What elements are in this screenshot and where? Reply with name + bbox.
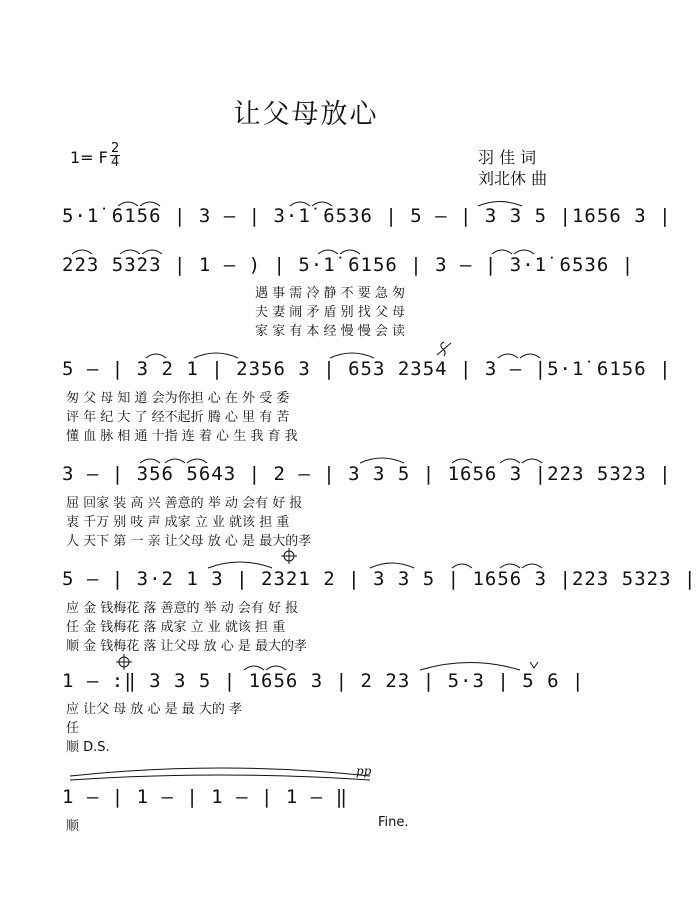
dynamic-marking: pp bbox=[356, 764, 372, 778]
accent-mark bbox=[530, 662, 538, 668]
lyrics-row-5-verse-3: 顺 金 钱梅花 落 让父母 放 心 是 最大的孝 bbox=[66, 639, 308, 654]
lyrics-row-3-verse-3: 懂 血 脉 相 通 十指 连 着 心 生 我 育 我 bbox=[66, 429, 298, 444]
score-row-6-notes: 1 – :‖ 3 3 5 | 1656 3 | 2 23 | 5·3 | 5 6 | bbox=[62, 670, 585, 692]
lyrics-row-4-verse-2: 衷 千万 别 吱 声 成家 立 业 就该 担 重 bbox=[66, 515, 290, 530]
lyrics-row-5-verse-2: 任 金 钱梅花 落 成家 立 业 就该 担 重 bbox=[66, 620, 286, 635]
time-top: 2 bbox=[111, 141, 120, 156]
lyrics-row-3-verse-2: 评 年 纪 大 了 经不起折 腾 心 里 有 苦 bbox=[66, 410, 290, 425]
coda-sign bbox=[281, 548, 297, 564]
song-title: 让父母放心 bbox=[233, 99, 379, 130]
segno-sign bbox=[437, 342, 451, 356]
tie bbox=[70, 768, 370, 776]
lyrics-row-6-verse-2: 任 bbox=[66, 721, 80, 736]
slur bbox=[420, 663, 520, 671]
score-row-3-notes: 5 – | 3 2 1 | 2356 3 | 653 2354 | 3 – |5·1̇ 6156 | bbox=[62, 358, 672, 380]
tie bbox=[70, 775, 370, 780]
lyrics-row-5-verse-1: 应 金 钱梅花 落 善意的 举 动 会有 好 报 bbox=[66, 601, 299, 616]
lyrics-row-2-verse-1: 遇 事 需 冷 静 不 要 急 匆 bbox=[255, 286, 406, 301]
lyricist-credit: 羽 佳 词 bbox=[478, 148, 537, 167]
score-row-1-notes: 5·1̇ 6156 | 3 – | 3·1̇ 6536 | 5 – | 3 3 5 |1656 3 | bbox=[62, 205, 672, 227]
coda-sign bbox=[116, 654, 132, 670]
time-signature bbox=[110, 142, 120, 169]
lyrics-row-6-verse-1: 应 让父 母 放 心 是 最 大的 孝 bbox=[66, 702, 243, 717]
score-row-4-notes: 3 – | 356 5643 | 2 – | 3 3 5 | 1656 3 |223 5323 | bbox=[62, 463, 672, 485]
lyrics-row-4-verse-1: 屈 回家 装 高 兴 善意的 举 动 会有 好 报 bbox=[66, 496, 303, 511]
score-row-7-notes: 1 – | 1 – | 1 – | 1 – ‖ bbox=[62, 786, 349, 808]
lyrics-row-7: 顺 bbox=[66, 819, 80, 834]
lyrics-row-2-verse-3: 家 家 有 本 经 慢 慢 会 读 bbox=[255, 324, 406, 339]
composer-credit: 刘北休 曲 bbox=[478, 169, 548, 188]
key-signature: 1= F bbox=[70, 148, 108, 167]
score-row-2-notes: 223 5323 | 1 – ) | 5·1̇ 6156 | 3 – | 3·1̇ 6536 | bbox=[62, 254, 635, 276]
lyrics-row-3-verse-1: 匆 父 母 知 道 会为你担 心 在 外 受 委 bbox=[66, 391, 290, 406]
lyrics-row-6-verse-3: 顺 D.S. bbox=[66, 740, 110, 755]
score-row-5-notes: 5 – | 3·2 1 3 | 2321 2 | 3 3 5 | 1656 3 |223 5323 | bbox=[62, 568, 696, 590]
fine-marking: Fine. bbox=[378, 815, 409, 830]
time-bottom: 4 bbox=[111, 155, 120, 170]
lyrics-row-4-verse-3: 人 天下 第 一 亲 让父母 放 心 是 最大的孝 bbox=[66, 534, 312, 549]
lyrics-row-2-verse-2: 夫 妻 闹 矛 盾 别 找 父 母 bbox=[255, 305, 406, 320]
